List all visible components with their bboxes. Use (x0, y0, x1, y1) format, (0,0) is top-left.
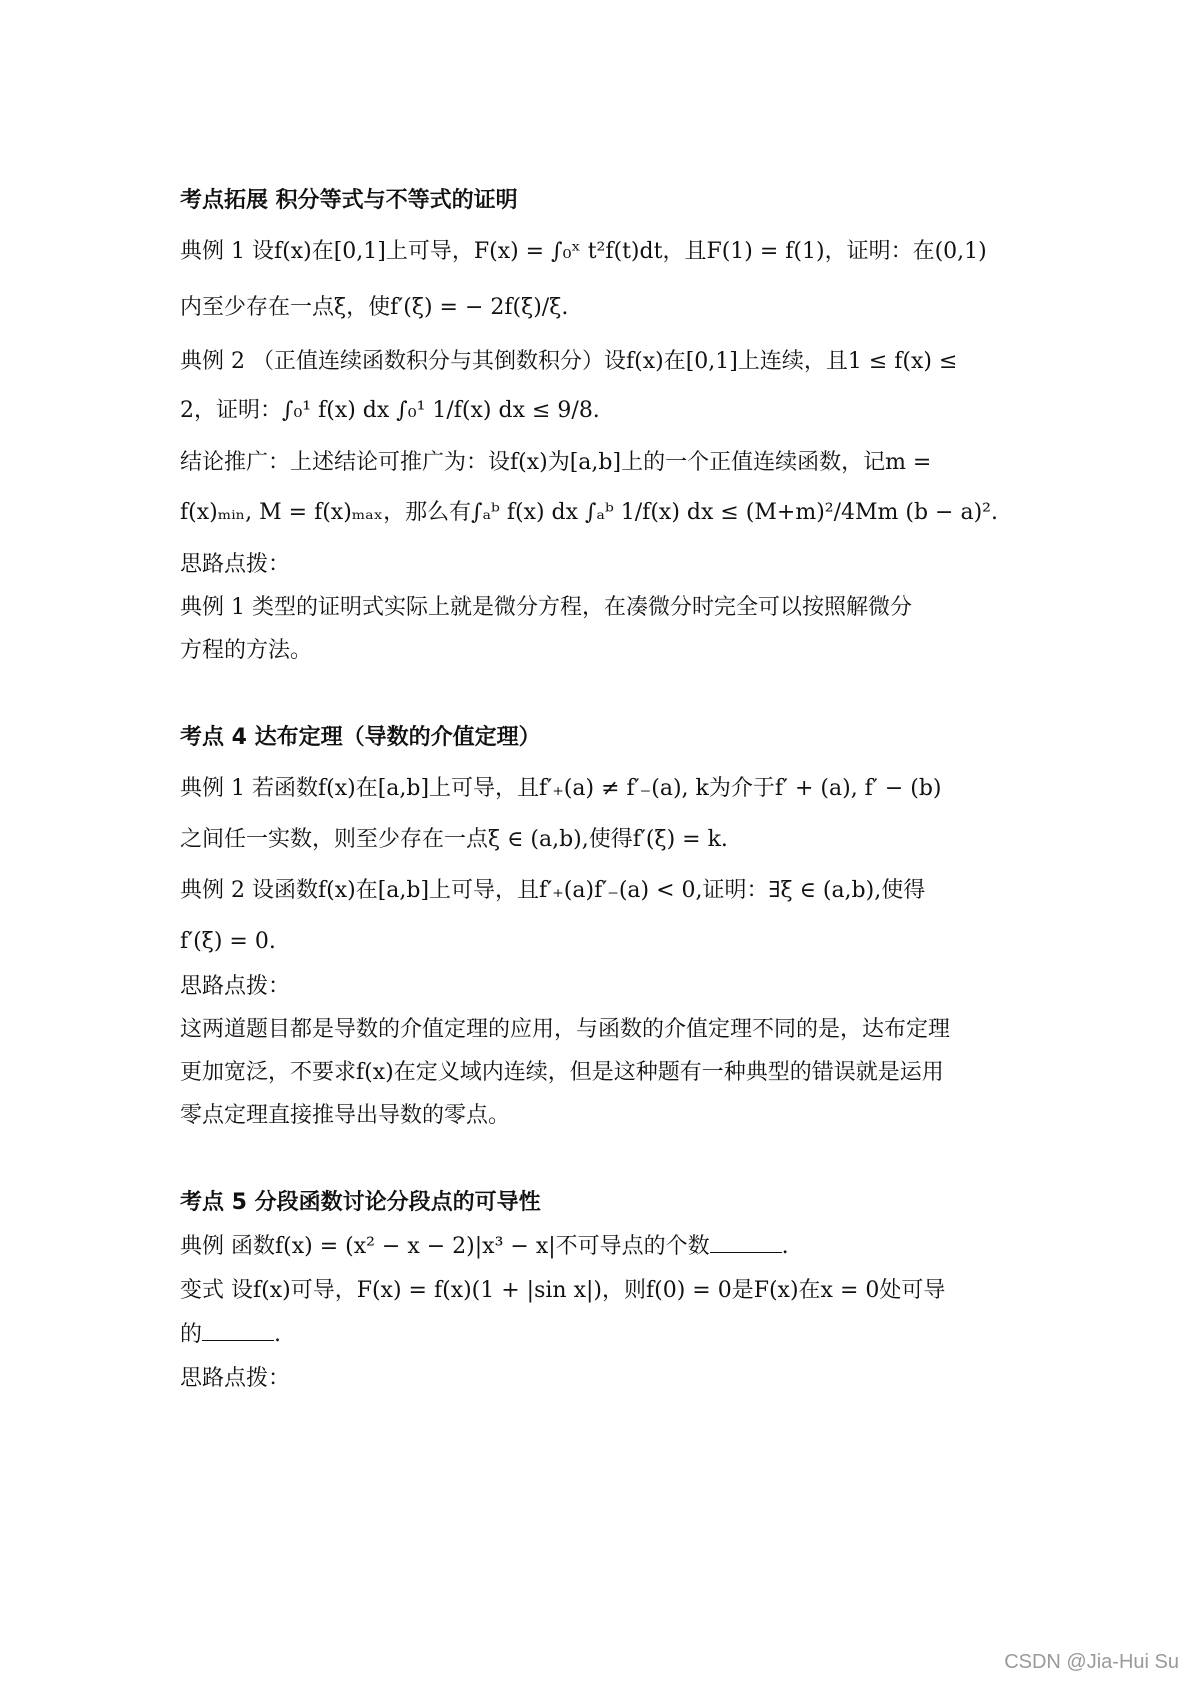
darboux-example-2-line-1: 典例 2 设函数f(x)在[a,b]上可导，且f′₊(a)f′₋(a) < 0,证明：∃ξ ∈ (a,b),使得 (180, 878, 926, 903)
section-title-integral: 考点拓展 积分等式与不等式的证明 (180, 188, 518, 213)
example-2-line-1: 典例 2 （正值连续函数积分与其倒数积分）设f(x)在[0,1]上连续，且1 ≤ f(x) ≤ (180, 349, 958, 374)
variant-line-1: 变式 设f(x)可导，F(x) = f(x)(1 + |sin x|)，则f(0) = 0是F(x)在x = 0处可导 (180, 1278, 946, 1303)
piecewise-example-line: 典例 函数f(x) = (x² − x − 2)|x³ − x|不可导点的个数 . (180, 1234, 789, 1259)
piecewise-example-text: 典例 函数f(x) = (x² − x − 2)|x³ − x|不可导点的个数 (180, 1234, 710, 1259)
section-title-piecewise: 考点 5 分段函数讨论分段点的可导性 (180, 1190, 541, 1215)
answer-blank-1 (710, 1232, 782, 1253)
answer-blank-2 (202, 1320, 274, 1341)
hint-label-2: 思路点拨： (180, 974, 291, 999)
variant-line-2: 的 . (180, 1322, 282, 1347)
watermark: CSDN @Jia-Hui Su (1004, 1651, 1179, 1673)
darboux-example-1-line-2: 之间任一实数，则至少存在一点ξ ∈ (a,b),使得f′(ξ) = k. (180, 827, 728, 852)
hint-2-line-2: 更加宽泛，不要求f(x)在定义域内连续，但是这种题有一种典型的错误就是运用 (180, 1060, 944, 1085)
section-title-darboux: 考点 4 达布定理（导数的介值定理） (180, 725, 541, 750)
hint-2-line-1: 这两道题目都是导数的介值定理的应用，与函数的介值定理不同的是，达布定理 (180, 1017, 951, 1042)
hint-label-1: 思路点拨： (180, 552, 291, 577)
darboux-example-2-line-2: f′(ξ) = 0. (180, 929, 276, 954)
example-2-line-2: 2，证明：∫₀¹ f(x) dx ∫₀¹ 1/f(x) dx ≤ 9/8. (180, 398, 600, 423)
hint-2-line-3: 零点定理直接推导出导数的零点。 (180, 1103, 511, 1128)
darboux-example-1-line-1: 典例 1 若函数f(x)在[a,b]上可导，且f′₊(a) ≠ f′₋(a), k为介于f′ + (a), f′ − (b) (180, 776, 942, 801)
hint-1-line-2: 方程的方法。 (180, 638, 313, 663)
example-1-line-2: 内至少存在一点ξ，使f′(ξ) = − 2f(ξ)/ξ. (180, 295, 569, 320)
generalization-line-2: f(x)ₘᵢₙ, M = f(x)ₘₐₓ，那么有∫ₐᵇ f(x) dx ∫ₐᵇ 1/f(x) dx ≤ (M+m)²/4Mm (b − a)². (180, 500, 998, 525)
generalization-line-1: 结论推广：上述结论可推广为：设f(x)为[a,b]上的一个正值连续函数，记m = (180, 450, 932, 475)
variant-line-2-text: 的 (180, 1322, 203, 1347)
hint-label-3: 思路点拨： (180, 1366, 291, 1391)
hint-1-line-1: 典例 1 类型的证明式实际上就是微分方程，在凑微分时完全可以按照解微分 (180, 595, 912, 620)
example-1-line-1: 典例 1 设f(x)在[0,1]上可导，F(x) = ∫₀ˣ t²f(t)dt，且F(1) = f(1)，证明：在(0,1) (180, 239, 987, 264)
